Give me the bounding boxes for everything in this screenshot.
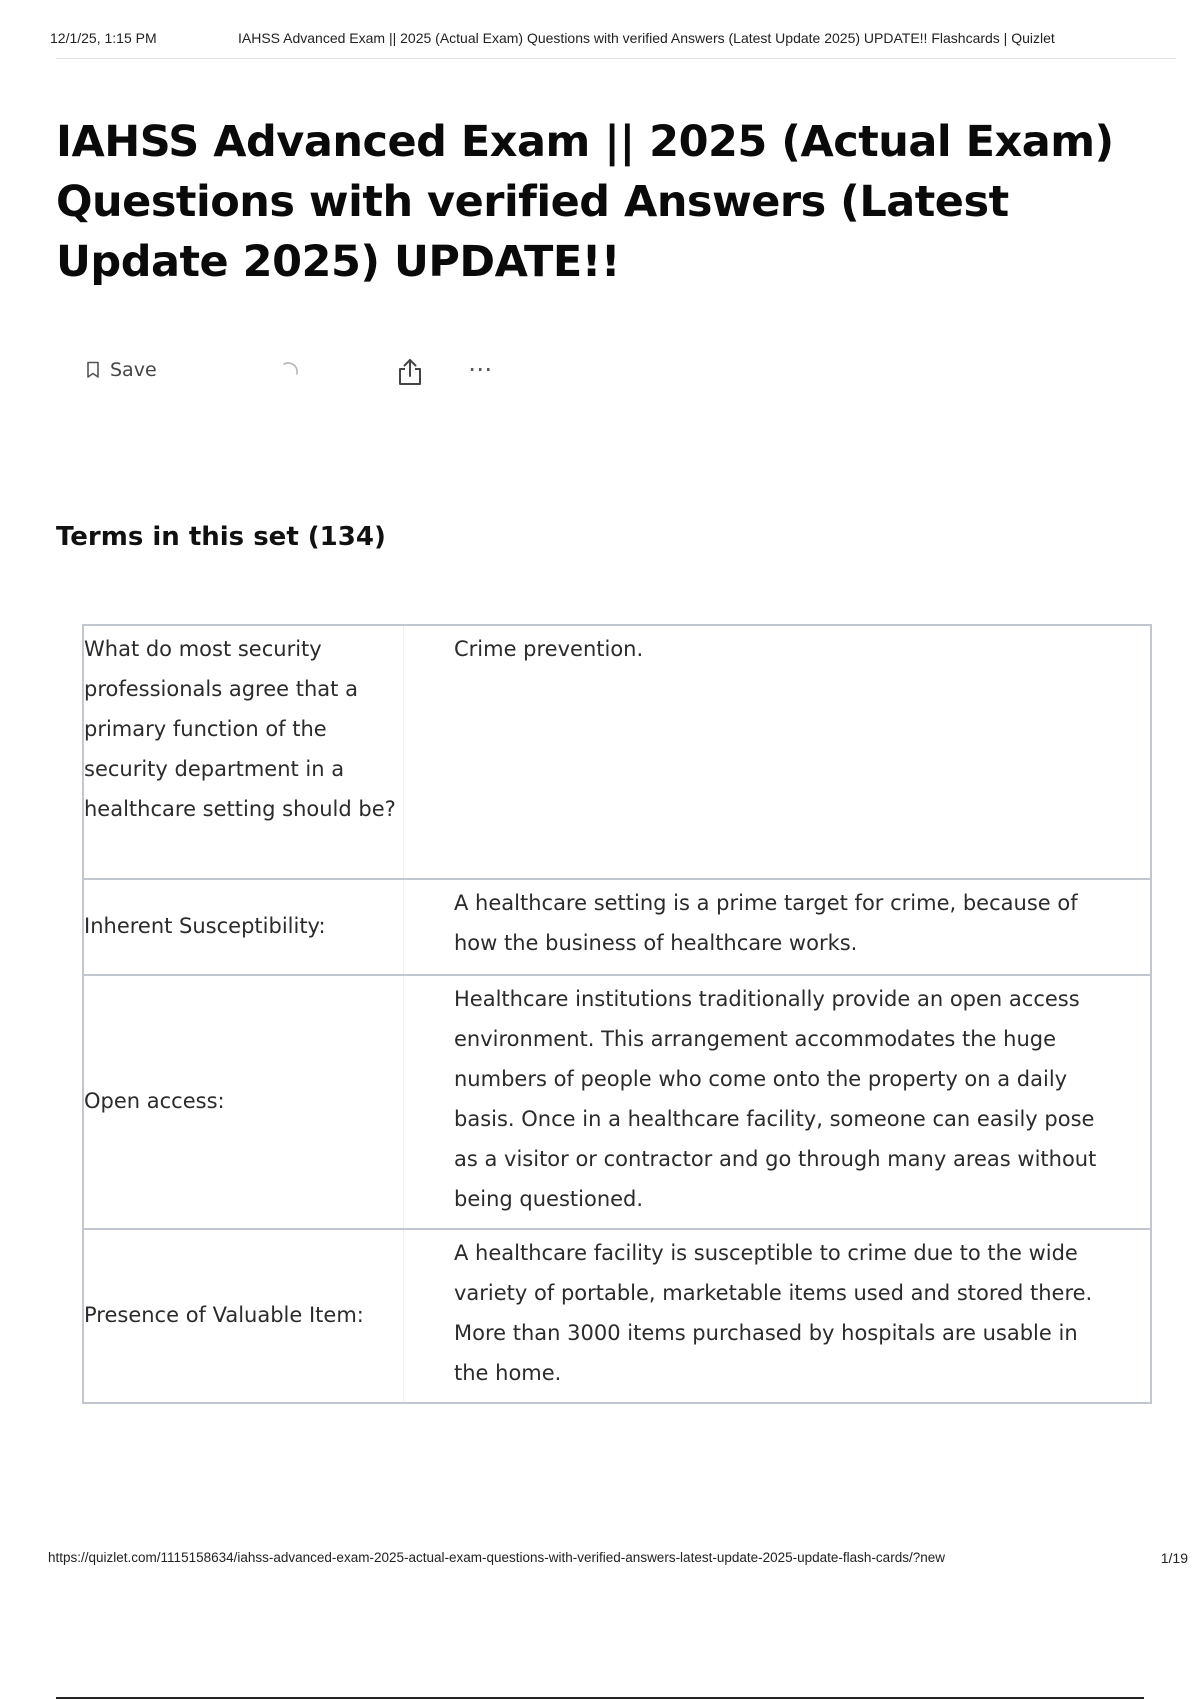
definition-text: Healthcare institutions traditionally provide an open access environment. This arrangement accommodates the huge numbers of people who come onto the property on a daily basis. Once in a healthcare facility, someone can easily pose as a visitor or contractor and go through many areas without being questioned. <box>454 987 1097 1211</box>
term-text: Inherent Susceptibility: <box>84 880 404 974</box>
print-header <box>50 30 1180 60</box>
term-card[interactable] <box>82 624 1152 880</box>
terms-count-heading: Terms in this set (134) <box>56 522 386 552</box>
print-date: 12/1/25, 1:15 PM <box>50 30 157 46</box>
term-card[interactable] <box>82 1228 1152 1404</box>
term-card[interactable] <box>82 974 1152 1230</box>
page-title: IAHSS Advanced Exam || 2025 (Actual Exam) Questions with verified Answers (Latest Update 2025) UPDATE!! <box>56 117 1114 287</box>
bookmark-icon <box>86 361 100 379</box>
share-icon[interactable] <box>396 357 424 387</box>
terms-table <box>82 624 1152 1404</box>
term-text: Open access: <box>84 976 404 1228</box>
save-button[interactable] <box>86 359 157 381</box>
term-text: Presence of Valuable Item: <box>84 1230 404 1402</box>
term-card[interactable] <box>82 878 1152 976</box>
page-number: 1/19 <box>1160 1550 1188 1566</box>
set-toolbar <box>56 355 556 395</box>
definition-text: A healthcare setting is a prime target for crime, because of how the business of healthcare works. <box>454 891 1078 955</box>
print-url: https://quizlet.com/1115158634/iahss-advanced-exam-2025-actual-exam-questions-with-verified-answers-latest-update-2025-update-flash-cards/?new <box>48 1550 945 1565</box>
definition-text: A healthcare facility is susceptible to crime due to the wide variety of portable, marketable items used and stored there. More than 3000 items purchased by hospitals are usable in the home. <box>454 1241 1093 1385</box>
term-text: What do most security professionals agree that a primary function of the security department in a healthcare setting should be? <box>84 626 404 878</box>
print-page-title: IAHSS Advanced Exam || 2025 (Actual Exam) Questions with verified Answers (Latest Update 2025) UPDATE!! Flashcards | Quizlet <box>238 30 1055 46</box>
header-divider <box>56 58 1176 59</box>
definition-text: Crime prevention. <box>454 637 644 661</box>
more-options-icon[interactable]: ⋯ <box>468 355 493 383</box>
spinner-icon <box>278 359 302 383</box>
page-bottom-rule <box>56 1697 1144 1699</box>
save-label: Save <box>110 359 157 381</box>
